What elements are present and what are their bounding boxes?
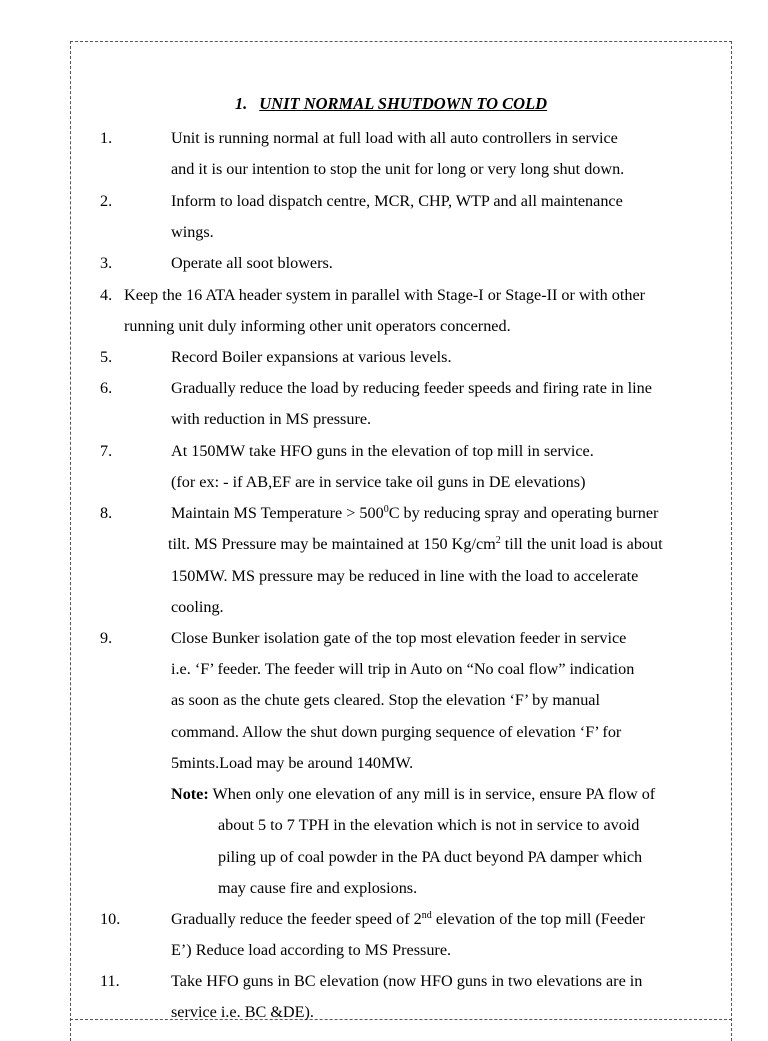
item-line: cooling.: [171, 598, 224, 616]
item-line: i.e. ‘F’ feeder. The feeder will trip in Auto on “No coal flow” indication: [171, 660, 635, 678]
item-line: as soon as the chute gets cleared. Stop the elevation ‘F’ by manual: [171, 691, 600, 709]
section-title: [0, 94, 768, 114]
note-label: Note:: [171, 785, 209, 803]
superscript: 2: [495, 535, 501, 546]
item-line: Take HFO guns in BC elevation (now HFO guns in two elevations are in: [171, 972, 643, 990]
item-line: At 150MW take HFO guns in the elevation of top mill in service.: [171, 442, 594, 460]
item-line: service i.e. BC &DE).: [171, 1003, 314, 1021]
item-text: C by reducing spray and operating burner: [388, 504, 659, 522]
item-text: Maintain MS Temperature > 500: [171, 504, 384, 522]
item-line: [171, 909, 645, 929]
item-line: command. Allow the shut down purging sequence of elevation ‘F’ for: [171, 723, 622, 741]
superscript: nd: [421, 910, 432, 921]
item-line: [171, 503, 658, 523]
item-line: wings.: [171, 223, 214, 241]
item-line: E’) Reduce load according to MS Pressure.: [171, 941, 452, 959]
item-line: and it is our intention to stop the unit for long or very long shut down.: [171, 160, 625, 178]
item-line: Operate all soot blowers.: [171, 254, 333, 272]
item-number: 5.: [100, 348, 113, 366]
item-number: 6.: [100, 379, 113, 397]
section-title-text: UNIT NORMAL SHUTDOWN TO COLD: [259, 94, 548, 113]
section-number: 1.: [234, 94, 248, 113]
item-line: 150MW. MS pressure may be reduced in line with the load to accelerate: [171, 567, 639, 585]
item-text: Gradually reduce the feeder speed of 2: [171, 910, 422, 928]
item-number: 8.: [100, 504, 113, 522]
note-text: When only one elevation of any mill is in service, ensure PA flow of: [212, 785, 656, 803]
item-line: [168, 534, 663, 554]
item-text: elevation of the top mill (Feeder: [431, 910, 645, 928]
item-line: running unit duly informing other unit operators concerned.: [124, 317, 511, 335]
item-number: 4.: [100, 286, 113, 304]
item-number: 1.: [100, 129, 113, 147]
item-text: till the unit load is about: [500, 535, 663, 553]
item-line: Keep the 16 ATA header system in parallel with Stage-I or Stage-II or with other: [124, 286, 646, 304]
note-line: about 5 to 7 TPH in the elevation which is not in service to avoid: [218, 816, 640, 834]
note-line: may cause fire and explosions.: [218, 879, 418, 897]
item-line: Record Boiler expansions at various levels.: [171, 348, 452, 366]
item-line: 5mints.Load may be around 140MW.: [171, 754, 414, 772]
note-line: [171, 784, 655, 804]
item-number: 11.: [100, 972, 120, 990]
item-number: 3.: [100, 254, 113, 272]
item-line: (for ex: - if AB,EF are in service take oil guns in DE elevations): [171, 473, 586, 491]
item-line: Unit is running normal at full load with all auto controllers in service: [171, 129, 618, 147]
superscript: 0: [383, 504, 389, 515]
item-line: with reduction in MS pressure.: [171, 410, 372, 428]
item-number: 7.: [100, 442, 113, 460]
item-line: Inform to load dispatch centre, MCR, CHP, WTP and all maintenance: [171, 192, 623, 210]
item-number: 10.: [100, 910, 121, 928]
note-line: piling up of coal powder in the PA duct beyond PA damper which: [218, 848, 643, 866]
item-number: 9.: [100, 629, 113, 647]
page-bottom-rule: [70, 1019, 732, 1020]
item-line: Close Bunker isolation gate of the top most elevation feeder in service: [171, 629, 627, 647]
item-number: 2.: [100, 192, 113, 210]
item-text: tilt. MS Pressure may be maintained at 150 Kg/cm: [168, 535, 496, 553]
item-line: Gradually reduce the load by reducing feeder speeds and firing rate in line: [171, 379, 652, 397]
